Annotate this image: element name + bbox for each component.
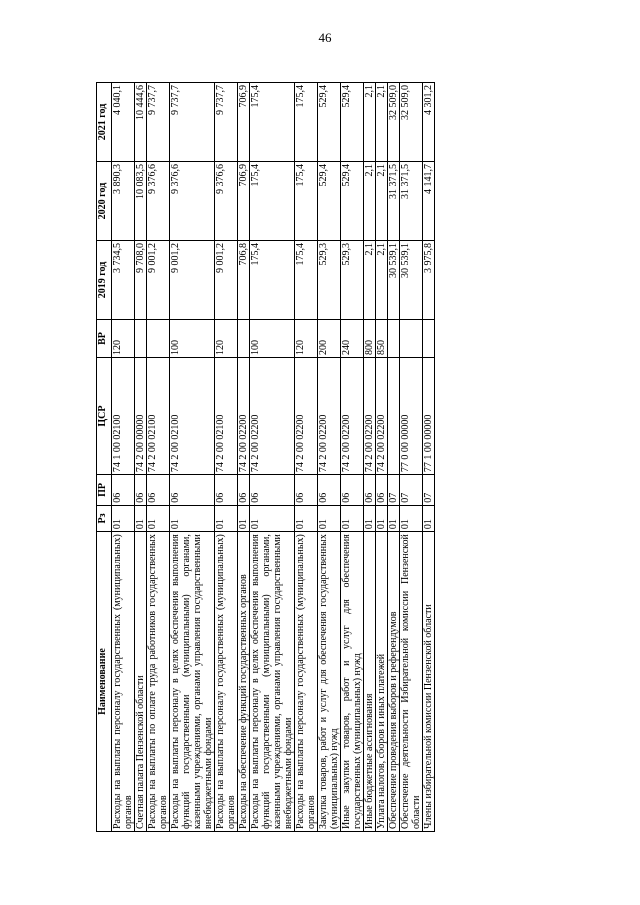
cell-2021: 529,4	[318, 83, 341, 162]
table-row	[250, 83, 295, 832]
cell-pr: 06	[112, 475, 135, 506]
cell-rz: 01	[112, 505, 135, 531]
cell-vr	[135, 320, 147, 358]
cell-2021: 10 444,6	[135, 83, 147, 162]
cell-csr: 74 2 00 02100	[147, 358, 170, 475]
cell-pr: 06	[170, 475, 215, 506]
cell-name: Закупка товаров, работ и услуг для обеспечения государственных (муниципальных) нужд	[318, 532, 341, 832]
cell-vr: 800	[364, 320, 376, 358]
cell-vr: 850	[376, 320, 388, 358]
table-row	[112, 83, 135, 832]
cell-2021: 4 301,2	[423, 83, 435, 162]
cell-csr: 77 0 00 00000	[400, 358, 423, 475]
cell-rz: 01	[170, 505, 215, 531]
cell-vr	[238, 320, 250, 358]
cell-2020: 9 376,6	[215, 162, 238, 241]
cell-rz: 01	[250, 505, 295, 531]
table-row	[341, 83, 364, 832]
header-name: Наименование	[97, 532, 112, 832]
table-row	[400, 83, 423, 832]
cell-2019: 30 539,1	[388, 241, 400, 320]
cell-csr: 74 1 00 02100	[112, 358, 135, 475]
cell-name: Расходы на выплаты персоналу государственных (муниципальных) органов	[295, 532, 318, 832]
page-number: 46	[318, 30, 332, 45]
cell-pr: 07	[423, 475, 435, 506]
cell-2020: 9 376,6	[170, 162, 215, 241]
cell-rz: 01	[364, 505, 376, 531]
cell-2020: 175,4	[295, 162, 318, 241]
cell-2019: 9 001,2	[147, 241, 170, 320]
cell-vr: 240	[341, 320, 364, 358]
cell-2020: 2,1	[376, 162, 388, 241]
cell-2019: 529,3	[318, 241, 341, 320]
cell-2021: 4 040,1	[112, 83, 135, 162]
cell-csr: 74 2 00 02200	[376, 358, 388, 475]
cell-2021: 175,4	[250, 83, 295, 162]
cell-2021: 2,1	[376, 83, 388, 162]
cell-csr: 74 2 00 02200	[341, 358, 364, 475]
cell-vr	[423, 320, 435, 358]
cell-name: Счетная палата Пензенской области	[135, 532, 147, 832]
cell-2019: 3 734,5	[112, 241, 135, 320]
cell-pr: 06	[135, 475, 147, 506]
cell-vr: 120	[215, 320, 238, 358]
cell-2020: 529,4	[318, 162, 341, 241]
table-row	[215, 83, 238, 832]
table-row	[388, 83, 400, 832]
cell-rz: 01	[135, 505, 147, 531]
cell-pr: 07	[400, 475, 423, 506]
cell-pr: 06	[250, 475, 295, 506]
cell-vr: 120	[295, 320, 318, 358]
cell-csr: 74 2 00 02100	[170, 358, 215, 475]
cell-csr	[388, 358, 400, 475]
cell-2019: 9 001,2	[215, 241, 238, 320]
cell-2020: 706,9	[238, 162, 250, 241]
cell-rz: 01	[318, 505, 341, 531]
cell-2019: 2,1	[364, 241, 376, 320]
cell-csr: 74 2 00 02200	[318, 358, 341, 475]
header-2020: 2020 год	[97, 162, 112, 241]
header-vr: ВР	[97, 320, 112, 358]
cell-2020: 10 083,5	[135, 162, 147, 241]
cell-rz: 01	[147, 505, 170, 531]
cell-2020: 9 376,6	[147, 162, 170, 241]
cell-2019: 9 708,0	[135, 241, 147, 320]
cell-2020: 31 371,5	[400, 162, 423, 241]
cell-name: Обеспечение деятельности Избирательной комиссии Пензенской области	[400, 532, 423, 832]
header-2019: 2019 год	[97, 241, 112, 320]
table-row	[238, 83, 250, 832]
cell-pr: 06	[376, 475, 388, 506]
rotated-table-container	[96, 82, 606, 832]
cell-vr	[400, 320, 423, 358]
header-pr: ПР	[97, 475, 112, 506]
cell-csr: 74 2 00 02200	[238, 358, 250, 475]
header-csr: ЦСР	[97, 358, 112, 475]
table-row	[295, 83, 318, 832]
cell-csr: 74 2 00 00000	[135, 358, 147, 475]
cell-2021: 175,4	[295, 83, 318, 162]
cell-rz: 01	[400, 505, 423, 531]
table-row	[364, 83, 376, 832]
cell-vr: 200	[318, 320, 341, 358]
cell-csr: 74 2 00 02200	[364, 358, 376, 475]
cell-pr: 06	[341, 475, 364, 506]
cell-2021: 32 509,0	[400, 83, 423, 162]
cell-pr: 06	[147, 475, 170, 506]
cell-name: Расходы на выплаты персоналу в целях обеспечения выполнения функций государственными (муниципальными) органами, казенными учреждениями, органами управления государственными внебюджетными фондами	[170, 532, 215, 832]
cell-name: Расходы на обеспечение функций государственных органов	[238, 532, 250, 832]
cell-2021: 32 509,0	[388, 83, 400, 162]
cell-2019: 175,4	[295, 241, 318, 320]
cell-csr: 74 2 00 02200	[250, 358, 295, 475]
cell-2021: 9 737,7	[170, 83, 215, 162]
cell-2019: 30 539,1	[400, 241, 423, 320]
cell-vr	[388, 320, 400, 358]
cell-rz: 01	[215, 505, 238, 531]
cell-2019: 706,8	[238, 241, 250, 320]
cell-csr: 77 1 00 00000	[423, 358, 435, 475]
table-row	[318, 83, 341, 832]
cell-rz: 01	[295, 505, 318, 531]
cell-2020: 529,4	[341, 162, 364, 241]
cell-rz: 01	[238, 505, 250, 531]
cell-pr: 06	[295, 475, 318, 506]
cell-2019: 3 975,8	[423, 241, 435, 320]
table-row	[147, 83, 170, 832]
cell-pr: 06	[238, 475, 250, 506]
cell-2021: 2,1	[364, 83, 376, 162]
cell-name: Иные бюджетные ассигнования	[364, 532, 376, 832]
cell-2020: 4 141,7	[423, 162, 435, 241]
table-row	[135, 83, 147, 832]
cell-2020: 175,4	[250, 162, 295, 241]
table-row	[423, 83, 435, 832]
cell-name: Расходы на выплаты персоналу в целях обеспечения выполнения функций государственными (муниципальными) органами, казенными учреждениями, органами управления государственными внебюджетными фондами	[250, 532, 295, 832]
cell-rz: 01	[341, 505, 364, 531]
cell-name: Обеспечение проведения выборов и референдумов	[388, 532, 400, 832]
cell-name: Расходы на выплаты персоналу государственных (муниципальных) органов	[215, 532, 238, 832]
cell-rz: 01	[423, 505, 435, 531]
cell-2019: 175,4	[250, 241, 295, 320]
cell-pr: 06	[364, 475, 376, 506]
cell-rz: 01	[376, 505, 388, 531]
cell-2021: 9 737,7	[147, 83, 170, 162]
budget-table	[96, 82, 435, 832]
cell-2019: 529,3	[341, 241, 364, 320]
cell-2021: 9 737,7	[215, 83, 238, 162]
header-2021: 2021 год	[97, 83, 112, 162]
table-row	[170, 83, 215, 832]
cell-name: Расходы на выплаты по оплате труда работников государственных органов	[147, 532, 170, 832]
cell-pr: 07	[388, 475, 400, 506]
cell-2021: 529,4	[341, 83, 364, 162]
table-row	[376, 83, 388, 832]
cell-pr: 06	[215, 475, 238, 506]
cell-vr: 100	[170, 320, 215, 358]
cell-vr	[147, 320, 170, 358]
cell-2019: 9 001,2	[170, 241, 215, 320]
cell-csr: 74 2 00 02100	[215, 358, 238, 475]
cell-name: Расходы на выплаты персоналу государственных (муниципальных) органов	[112, 532, 135, 832]
cell-vr: 100	[250, 320, 295, 358]
cell-name: Уплата налогов, сборов и иных платежей	[376, 532, 388, 832]
cell-2020: 2,1	[364, 162, 376, 241]
cell-2019: 2,1	[376, 241, 388, 320]
cell-pr: 06	[318, 475, 341, 506]
cell-vr: 120	[112, 320, 135, 358]
cell-2020: 3 890,3	[112, 162, 135, 241]
header-rz: Рз	[97, 505, 112, 531]
cell-rz: 01	[388, 505, 400, 531]
cell-2020: 31 371,5	[388, 162, 400, 241]
cell-name: Члены избирательной комиссии Пензенской области	[423, 532, 435, 832]
cell-name: Иные закупки товаров, работ и услуг для обеспечения государственных (муниципальных) нужд	[341, 532, 364, 832]
cell-csr: 74 2 00 02200	[295, 358, 318, 475]
table-header-row	[97, 83, 112, 832]
cell-2021: 706,9	[238, 83, 250, 162]
